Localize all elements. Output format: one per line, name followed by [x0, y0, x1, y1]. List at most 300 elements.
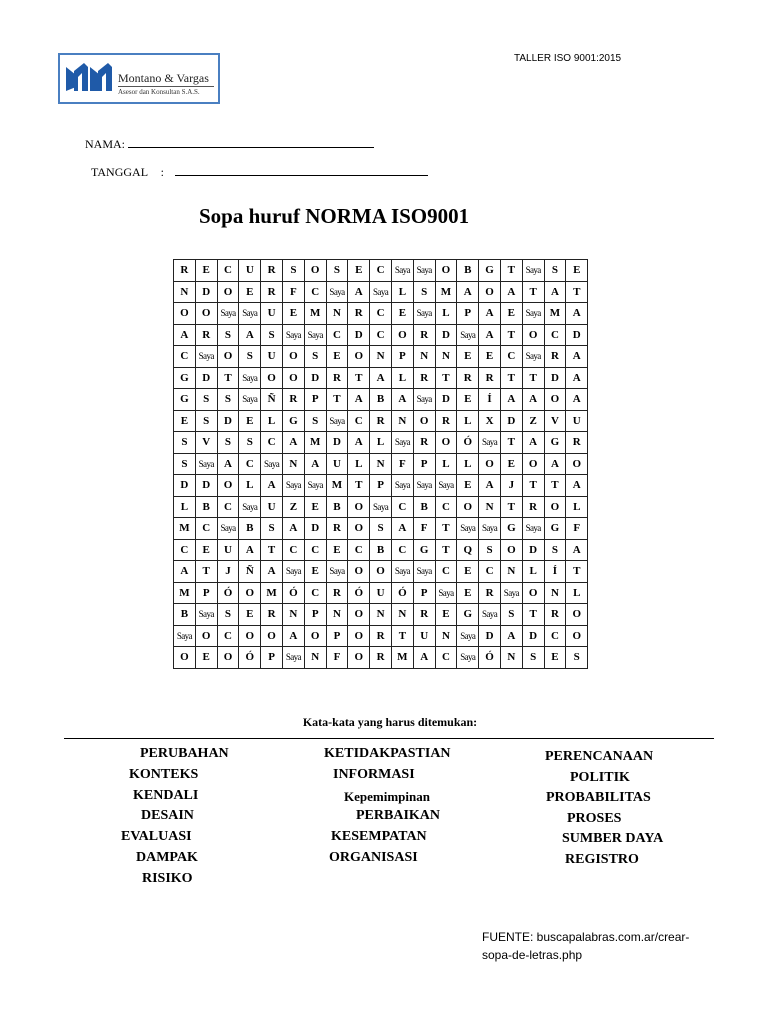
grid-cell[interactable]: D: [304, 518, 326, 540]
grid-cell[interactable]: P: [391, 346, 413, 368]
grid-cell[interactable]: D: [326, 432, 348, 454]
grid-cell[interactable]: O: [413, 410, 435, 432]
grid-cell[interactable]: O: [304, 260, 326, 282]
grid-cell[interactable]: Saya: [522, 260, 544, 282]
grid-cell[interactable]: Ó: [457, 432, 479, 454]
grid-cell[interactable]: O: [217, 475, 239, 497]
grid-cell[interactable]: L: [174, 496, 196, 518]
grid-cell[interactable]: S: [195, 389, 217, 411]
grid-cell[interactable]: T: [348, 367, 370, 389]
grid-cell[interactable]: F: [282, 281, 304, 303]
grid-cell[interactable]: C: [500, 346, 522, 368]
grid-cell[interactable]: N: [413, 346, 435, 368]
grid-cell[interactable]: C: [326, 324, 348, 346]
grid-cell[interactable]: B: [195, 496, 217, 518]
grid-cell[interactable]: T: [500, 432, 522, 454]
grid-cell[interactable]: U: [413, 625, 435, 647]
grid-cell[interactable]: M: [391, 647, 413, 669]
grid-cell[interactable]: E: [566, 260, 588, 282]
grid-cell[interactable]: T: [522, 604, 544, 626]
grid-cell[interactable]: P: [413, 453, 435, 475]
grid-cell[interactable]: D: [522, 539, 544, 561]
grid-cell[interactable]: Saya: [195, 604, 217, 626]
grid-cell[interactable]: A: [566, 539, 588, 561]
grid-cell[interactable]: C: [370, 324, 392, 346]
grid-cell[interactable]: G: [500, 518, 522, 540]
grid-cell[interactable]: O: [348, 561, 370, 583]
grid-cell[interactable]: C: [435, 647, 457, 669]
nama-blank-line[interactable]: [128, 136, 374, 148]
grid-cell[interactable]: N: [544, 582, 566, 604]
grid-cell[interactable]: Z: [282, 496, 304, 518]
grid-cell[interactable]: N: [370, 604, 392, 626]
grid-cell[interactable]: T: [500, 260, 522, 282]
grid-cell[interactable]: G: [282, 410, 304, 432]
grid-cell[interactable]: Í: [544, 561, 566, 583]
grid-cell[interactable]: S: [217, 324, 239, 346]
grid-cell[interactable]: P: [457, 303, 479, 325]
grid-cell[interactable]: L: [457, 453, 479, 475]
grid-cell[interactable]: A: [282, 625, 304, 647]
grid-cell[interactable]: R: [522, 496, 544, 518]
grid-cell[interactable]: R: [435, 410, 457, 432]
grid-cell[interactable]: C: [304, 281, 326, 303]
grid-cell[interactable]: P: [195, 582, 217, 604]
grid-cell[interactable]: V: [195, 432, 217, 454]
grid-cell[interactable]: A: [304, 453, 326, 475]
grid-cell[interactable]: E: [326, 346, 348, 368]
grid-cell[interactable]: R: [326, 582, 348, 604]
grid-cell[interactable]: R: [261, 281, 283, 303]
grid-cell[interactable]: A: [217, 453, 239, 475]
grid-cell[interactable]: L: [566, 496, 588, 518]
grid-cell[interactable]: N: [282, 453, 304, 475]
grid-cell[interactable]: D: [304, 367, 326, 389]
grid-cell[interactable]: O: [522, 582, 544, 604]
grid-cell[interactable]: A: [391, 518, 413, 540]
grid-cell[interactable]: R: [413, 604, 435, 626]
grid-cell[interactable]: E: [391, 303, 413, 325]
grid-cell[interactable]: L: [391, 367, 413, 389]
grid-cell[interactable]: E: [239, 281, 261, 303]
grid-cell[interactable]: M: [174, 518, 196, 540]
grid-cell[interactable]: Saya: [413, 260, 435, 282]
grid-cell[interactable]: A: [413, 647, 435, 669]
grid-cell[interactable]: A: [566, 346, 588, 368]
grid-cell[interactable]: A: [239, 539, 261, 561]
grid-cell[interactable]: E: [174, 410, 196, 432]
grid-cell[interactable]: N: [435, 346, 457, 368]
grid-cell[interactable]: D: [435, 389, 457, 411]
grid-cell[interactable]: Saya: [522, 518, 544, 540]
grid-cell[interactable]: U: [217, 539, 239, 561]
grid-cell[interactable]: A: [370, 367, 392, 389]
grid-cell[interactable]: A: [457, 281, 479, 303]
grid-cell[interactable]: T: [566, 281, 588, 303]
grid-cell[interactable]: L: [435, 453, 457, 475]
grid-cell[interactable]: A: [566, 389, 588, 411]
grid-cell[interactable]: D: [435, 324, 457, 346]
grid-cell[interactable]: E: [500, 453, 522, 475]
grid-cell[interactable]: N: [370, 453, 392, 475]
grid-cell[interactable]: U: [326, 453, 348, 475]
grid-cell[interactable]: M: [304, 432, 326, 454]
grid-cell[interactable]: G: [544, 432, 566, 454]
grid-cell[interactable]: O: [174, 303, 196, 325]
grid-cell[interactable]: M: [174, 582, 196, 604]
grid-cell[interactable]: F: [566, 518, 588, 540]
grid-cell[interactable]: O: [174, 647, 196, 669]
grid-cell[interactable]: Saya: [391, 561, 413, 583]
grid-cell[interactable]: O: [195, 303, 217, 325]
grid-cell[interactable]: R: [370, 647, 392, 669]
grid-cell[interactable]: Saya: [435, 582, 457, 604]
grid-cell[interactable]: M: [326, 475, 348, 497]
grid-cell[interactable]: O: [217, 346, 239, 368]
grid-cell[interactable]: C: [435, 496, 457, 518]
grid-cell[interactable]: R: [261, 260, 283, 282]
grid-cell[interactable]: A: [479, 303, 501, 325]
grid-cell[interactable]: T: [500, 324, 522, 346]
grid-cell[interactable]: D: [566, 324, 588, 346]
grid-cell[interactable]: P: [304, 604, 326, 626]
grid-cell[interactable]: Saya: [413, 303, 435, 325]
grid-cell[interactable]: M: [304, 303, 326, 325]
grid-cell[interactable]: Saya: [479, 604, 501, 626]
grid-cell[interactable]: O: [544, 496, 566, 518]
grid-cell[interactable]: A: [566, 303, 588, 325]
grid-cell[interactable]: Q: [457, 539, 479, 561]
grid-cell[interactable]: Saya: [413, 475, 435, 497]
grid-cell[interactable]: O: [195, 625, 217, 647]
grid-cell[interactable]: A: [522, 389, 544, 411]
grid-cell[interactable]: F: [391, 453, 413, 475]
grid-cell[interactable]: Saya: [457, 518, 479, 540]
grid-cell[interactable]: S: [544, 260, 566, 282]
grid-cell[interactable]: S: [522, 647, 544, 669]
grid-cell[interactable]: Ñ: [261, 389, 283, 411]
grid-cell[interactable]: T: [435, 539, 457, 561]
grid-cell[interactable]: Saya: [282, 561, 304, 583]
grid-cell[interactable]: A: [544, 281, 566, 303]
grid-cell[interactable]: D: [195, 281, 217, 303]
grid-cell[interactable]: J: [500, 475, 522, 497]
grid-cell[interactable]: M: [261, 582, 283, 604]
grid-cell[interactable]: Saya: [239, 496, 261, 518]
grid-cell[interactable]: A: [348, 281, 370, 303]
grid-cell[interactable]: O: [348, 518, 370, 540]
grid-cell[interactable]: N: [370, 346, 392, 368]
grid-cell[interactable]: Ó: [239, 647, 261, 669]
grid-cell[interactable]: N: [435, 625, 457, 647]
grid-cell[interactable]: O: [479, 453, 501, 475]
grid-cell[interactable]: A: [566, 475, 588, 497]
grid-cell[interactable]: N: [391, 410, 413, 432]
grid-cell[interactable]: C: [479, 561, 501, 583]
grid-cell[interactable]: B: [370, 389, 392, 411]
grid-cell[interactable]: S: [239, 346, 261, 368]
grid-cell[interactable]: L: [261, 410, 283, 432]
grid-cell[interactable]: Ó: [391, 582, 413, 604]
grid-cell[interactable]: O: [348, 604, 370, 626]
grid-cell[interactable]: O: [282, 367, 304, 389]
grid-cell[interactable]: L: [457, 410, 479, 432]
grid-cell[interactable]: C: [370, 303, 392, 325]
grid-cell[interactable]: S: [217, 432, 239, 454]
grid-cell[interactable]: S: [326, 260, 348, 282]
grid-cell[interactable]: O: [348, 625, 370, 647]
grid-cell[interactable]: A: [522, 432, 544, 454]
grid-cell[interactable]: Saya: [522, 303, 544, 325]
grid-cell[interactable]: Saya: [413, 389, 435, 411]
grid-cell[interactable]: A: [261, 561, 283, 583]
grid-cell[interactable]: C: [370, 260, 392, 282]
grid-cell[interactable]: E: [457, 475, 479, 497]
grid-cell[interactable]: Saya: [457, 324, 479, 346]
grid-cell[interactable]: Ó: [282, 582, 304, 604]
grid-cell[interactable]: A: [282, 518, 304, 540]
grid-cell[interactable]: A: [174, 561, 196, 583]
grid-cell[interactable]: Í: [479, 389, 501, 411]
grid-cell[interactable]: S: [500, 604, 522, 626]
grid-cell[interactable]: Saya: [239, 389, 261, 411]
grid-cell[interactable]: R: [413, 324, 435, 346]
grid-cell[interactable]: Saya: [195, 346, 217, 368]
grid-cell[interactable]: O: [282, 346, 304, 368]
grid-cell[interactable]: Ó: [217, 582, 239, 604]
grid-cell[interactable]: D: [479, 625, 501, 647]
grid-cell[interactable]: C: [544, 324, 566, 346]
grid-cell[interactable]: O: [370, 561, 392, 583]
grid-cell[interactable]: E: [479, 346, 501, 368]
grid-cell[interactable]: S: [174, 453, 196, 475]
grid-cell[interactable]: D: [195, 367, 217, 389]
grid-cell[interactable]: L: [391, 281, 413, 303]
grid-cell[interactable]: E: [195, 260, 217, 282]
grid-cell[interactable]: L: [239, 475, 261, 497]
grid-cell[interactable]: O: [348, 496, 370, 518]
grid-cell[interactable]: O: [304, 625, 326, 647]
grid-cell[interactable]: N: [500, 647, 522, 669]
grid-cell[interactable]: A: [544, 453, 566, 475]
grid-cell[interactable]: Saya: [217, 518, 239, 540]
grid-cell[interactable]: A: [566, 367, 588, 389]
grid-cell[interactable]: Saya: [391, 432, 413, 454]
grid-cell[interactable]: T: [391, 625, 413, 647]
grid-cell[interactable]: Saya: [326, 561, 348, 583]
grid-cell[interactable]: U: [261, 346, 283, 368]
grid-cell[interactable]: N: [304, 647, 326, 669]
grid-cell[interactable]: C: [348, 539, 370, 561]
grid-cell[interactable]: L: [566, 582, 588, 604]
grid-cell[interactable]: O: [566, 625, 588, 647]
grid-cell[interactable]: U: [261, 303, 283, 325]
grid-cell[interactable]: Saya: [370, 496, 392, 518]
grid-cell[interactable]: E: [457, 561, 479, 583]
grid-cell[interactable]: Saya: [391, 475, 413, 497]
grid-cell[interactable]: G: [174, 367, 196, 389]
grid-cell[interactable]: Saya: [174, 625, 196, 647]
grid-cell[interactable]: O: [435, 260, 457, 282]
grid-cell[interactable]: O: [348, 647, 370, 669]
grid-cell[interactable]: D: [348, 324, 370, 346]
tanggal-blank-line[interactable]: [175, 164, 428, 176]
grid-cell[interactable]: B: [370, 539, 392, 561]
grid-cell[interactable]: L: [370, 432, 392, 454]
grid-cell[interactable]: C: [217, 625, 239, 647]
grid-cell[interactable]: C: [261, 432, 283, 454]
grid-cell[interactable]: Saya: [500, 582, 522, 604]
grid-cell[interactable]: R: [457, 367, 479, 389]
grid-cell[interactable]: O: [435, 432, 457, 454]
grid-cell[interactable]: G: [174, 389, 196, 411]
grid-cell[interactable]: Saya: [479, 518, 501, 540]
grid-cell[interactable]: O: [457, 496, 479, 518]
grid-cell[interactable]: O: [544, 389, 566, 411]
grid-cell[interactable]: R: [413, 432, 435, 454]
grid-cell[interactable]: O: [522, 324, 544, 346]
grid-cell[interactable]: C: [304, 539, 326, 561]
grid-cell[interactable]: C: [217, 496, 239, 518]
grid-cell[interactable]: S: [217, 604, 239, 626]
grid-cell[interactable]: T: [348, 475, 370, 497]
grid-cell[interactable]: N: [500, 561, 522, 583]
grid-cell[interactable]: C: [304, 582, 326, 604]
grid-cell[interactable]: F: [413, 518, 435, 540]
grid-cell[interactable]: C: [544, 625, 566, 647]
grid-cell[interactable]: Saya: [304, 324, 326, 346]
grid-cell[interactable]: A: [239, 324, 261, 346]
grid-cell[interactable]: R: [479, 367, 501, 389]
grid-cell[interactable]: S: [239, 432, 261, 454]
grid-cell[interactable]: Ñ: [239, 561, 261, 583]
grid-cell[interactable]: O: [217, 647, 239, 669]
grid-cell[interactable]: Ó: [479, 647, 501, 669]
grid-cell[interactable]: S: [217, 389, 239, 411]
grid-cell[interactable]: U: [239, 260, 261, 282]
grid-cell[interactable]: S: [195, 410, 217, 432]
grid-cell[interactable]: O: [239, 625, 261, 647]
grid-cell[interactable]: U: [370, 582, 392, 604]
grid-cell[interactable]: N: [282, 604, 304, 626]
grid-cell[interactable]: R: [544, 346, 566, 368]
grid-cell[interactable]: S: [261, 518, 283, 540]
grid-cell[interactable]: Saya: [326, 410, 348, 432]
grid-cell[interactable]: O: [522, 453, 544, 475]
grid-cell[interactable]: X: [479, 410, 501, 432]
grid-cell[interactable]: D: [174, 475, 196, 497]
grid-cell[interactable]: A: [500, 625, 522, 647]
grid-cell[interactable]: E: [304, 496, 326, 518]
grid-cell[interactable]: F: [326, 647, 348, 669]
grid-cell[interactable]: T: [522, 475, 544, 497]
grid-cell[interactable]: O: [566, 453, 588, 475]
grid-cell[interactable]: M: [435, 281, 457, 303]
grid-cell[interactable]: Saya: [195, 453, 217, 475]
grid-cell[interactable]: Ó: [348, 582, 370, 604]
grid-cell[interactable]: R: [282, 389, 304, 411]
grid-cell[interactable]: B: [239, 518, 261, 540]
grid-cell[interactable]: C: [391, 496, 413, 518]
grid-cell[interactable]: R: [326, 367, 348, 389]
grid-cell[interactable]: Saya: [282, 475, 304, 497]
grid-cell[interactable]: A: [500, 389, 522, 411]
grid-cell[interactable]: S: [304, 346, 326, 368]
grid-cell[interactable]: Saya: [522, 346, 544, 368]
grid-cell[interactable]: T: [435, 367, 457, 389]
grid-cell[interactable]: O: [348, 346, 370, 368]
grid-cell[interactable]: T: [326, 389, 348, 411]
grid-cell[interactable]: G: [544, 518, 566, 540]
grid-cell[interactable]: D: [195, 475, 217, 497]
grid-cell[interactable]: S: [282, 260, 304, 282]
grid-cell[interactable]: T: [435, 518, 457, 540]
grid-cell[interactable]: Saya: [282, 324, 304, 346]
grid-cell[interactable]: Saya: [217, 303, 239, 325]
grid-cell[interactable]: E: [348, 260, 370, 282]
grid-cell[interactable]: R: [370, 410, 392, 432]
grid-cell[interactable]: C: [195, 518, 217, 540]
grid-cell[interactable]: E: [195, 539, 217, 561]
grid-cell[interactable]: Saya: [435, 475, 457, 497]
grid-cell[interactable]: R: [370, 625, 392, 647]
grid-cell[interactable]: N: [326, 604, 348, 626]
grid-cell[interactable]: S: [174, 432, 196, 454]
grid-cell[interactable]: A: [479, 324, 501, 346]
grid-cell[interactable]: D: [544, 367, 566, 389]
grid-cell[interactable]: Saya: [413, 561, 435, 583]
grid-cell[interactable]: O: [217, 281, 239, 303]
grid-cell[interactable]: Z: [522, 410, 544, 432]
grid-cell[interactable]: T: [566, 561, 588, 583]
grid-cell[interactable]: E: [457, 346, 479, 368]
grid-cell[interactable]: C: [391, 539, 413, 561]
grid-cell[interactable]: T: [217, 367, 239, 389]
grid-cell[interactable]: Saya: [326, 281, 348, 303]
grid-cell[interactable]: C: [239, 453, 261, 475]
grid-cell[interactable]: S: [261, 324, 283, 346]
grid-cell[interactable]: E: [435, 604, 457, 626]
grid-cell[interactable]: Saya: [261, 453, 283, 475]
grid-cell[interactable]: B: [457, 260, 479, 282]
grid-cell[interactable]: Saya: [239, 303, 261, 325]
grid-cell[interactable]: R: [261, 604, 283, 626]
grid-cell[interactable]: E: [457, 582, 479, 604]
grid-cell[interactable]: E: [457, 389, 479, 411]
grid-cell[interactable]: P: [326, 625, 348, 647]
grid-cell[interactable]: Saya: [457, 625, 479, 647]
grid-cell[interactable]: U: [261, 496, 283, 518]
grid-cell[interactable]: E: [544, 647, 566, 669]
grid-cell[interactable]: R: [566, 432, 588, 454]
grid-cell[interactable]: A: [348, 389, 370, 411]
grid-cell[interactable]: L: [348, 453, 370, 475]
grid-cell[interactable]: O: [261, 367, 283, 389]
grid-cell[interactable]: P: [304, 389, 326, 411]
grid-cell[interactable]: O: [479, 281, 501, 303]
grid-cell[interactable]: S: [479, 539, 501, 561]
grid-cell[interactable]: O: [239, 582, 261, 604]
grid-cell[interactable]: N: [391, 604, 413, 626]
grid-cell[interactable]: E: [239, 410, 261, 432]
grid-cell[interactable]: R: [348, 303, 370, 325]
grid-cell[interactable]: B: [326, 496, 348, 518]
grid-cell[interactable]: A: [479, 475, 501, 497]
grid-cell[interactable]: P: [261, 647, 283, 669]
grid-cell[interactable]: L: [435, 303, 457, 325]
grid-cell[interactable]: Saya: [282, 647, 304, 669]
grid-cell[interactable]: B: [174, 604, 196, 626]
